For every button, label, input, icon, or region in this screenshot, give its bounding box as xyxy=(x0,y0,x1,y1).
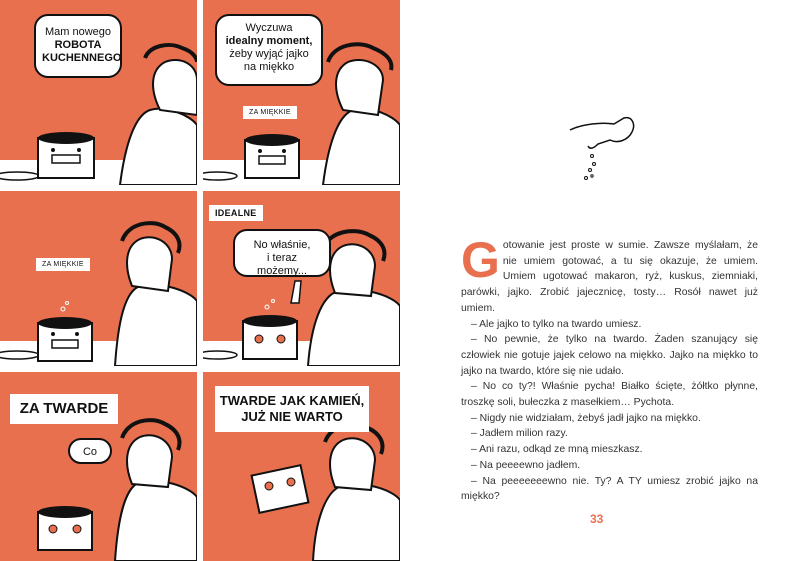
dialogue-line: – Na peeeewno jadłem. xyxy=(471,459,581,471)
lead-text: otowanie jest proste w sumie. Zawsze myślałam, że nie umiem gotować, a tu się okazuje, że umiem. Umiem ugotować makaron, ryż, kuskus, ziemniaki, parówki, jajko. Zrobić jajecznicę, tosty… Rosół nawet już umiem. xyxy=(461,240,758,314)
body-text xyxy=(461,232,758,505)
comic-panel-5 xyxy=(0,372,197,561)
panel-3-illustration xyxy=(0,191,197,366)
dialogue-line: – Ani razu, odkąd ze mną mieszkasz. xyxy=(471,444,643,456)
lead-paragraph xyxy=(461,232,758,317)
bubble-line: żeby wyjąć jajko xyxy=(229,48,309,60)
speech-bubble xyxy=(34,14,122,78)
drop-cap: G xyxy=(461,232,500,288)
page-number: 33 xyxy=(590,512,604,526)
pot-label: ZA MIĘKKIE xyxy=(36,258,90,271)
bubble-line: KUCHENNEGO xyxy=(42,52,122,64)
dialogue-line: – No co ty?! Właśnie pycha! Białko ścięte, żółtko płynne, troszkę soli, bułeczka z masełkiem… Pychota. xyxy=(461,381,758,409)
bubble-line: i teraz możemy... xyxy=(257,252,307,277)
tag-label: IDEALNE xyxy=(209,205,263,221)
caption-line: JUŻ NIE WARTO xyxy=(241,409,343,424)
dialogue-line: – Nigdy nie widziałam, żebyś jadł jajko na miękko. xyxy=(471,412,701,424)
dialogue-line: – Na peeeeeeewno nie. Ty? A TY umiesz zrobić jajko na miękko? xyxy=(461,475,758,503)
caption-box: ZA TWARDE xyxy=(10,394,118,424)
bubble-line: idealny moment, xyxy=(225,35,313,47)
comic-panel-2 xyxy=(203,0,400,185)
comic-panel-3 xyxy=(0,191,197,366)
dialogue-line: – Ale jajko to tylko na twardo umiesz. xyxy=(471,318,642,330)
comic-panel-4 xyxy=(203,191,400,366)
pot-label: ZA MIĘKKIE xyxy=(243,106,297,119)
comic-panel-1 xyxy=(0,0,197,185)
speech-bubble xyxy=(233,229,331,277)
caption-line: TWARDE JAK KAMIEŃ, xyxy=(219,393,365,408)
dialogue-line: – Jadłem milion razy. xyxy=(471,428,568,440)
bubble-line: na miękko xyxy=(243,61,295,73)
bubble-line: Mam nowego xyxy=(44,26,112,38)
bubble-line: ROBOTA xyxy=(54,39,102,51)
speech-bubble: Co xyxy=(68,438,112,464)
caption-box xyxy=(215,386,369,432)
salt-hand-icon xyxy=(562,110,642,190)
speech-bubble xyxy=(215,14,323,86)
bubble-line: Wyczuwa xyxy=(245,22,293,34)
text-page xyxy=(400,0,800,561)
bubble-line: No właśnie, xyxy=(253,239,311,251)
comic-panel-6 xyxy=(203,372,400,561)
dialogue-line: – No pewnie, że tylko na twardo. Żaden szanujący się człowiek nie gotuje jajek celowo na miękko. Jajko na miękko to jajko na twardo, które się nie udało. xyxy=(461,334,758,377)
